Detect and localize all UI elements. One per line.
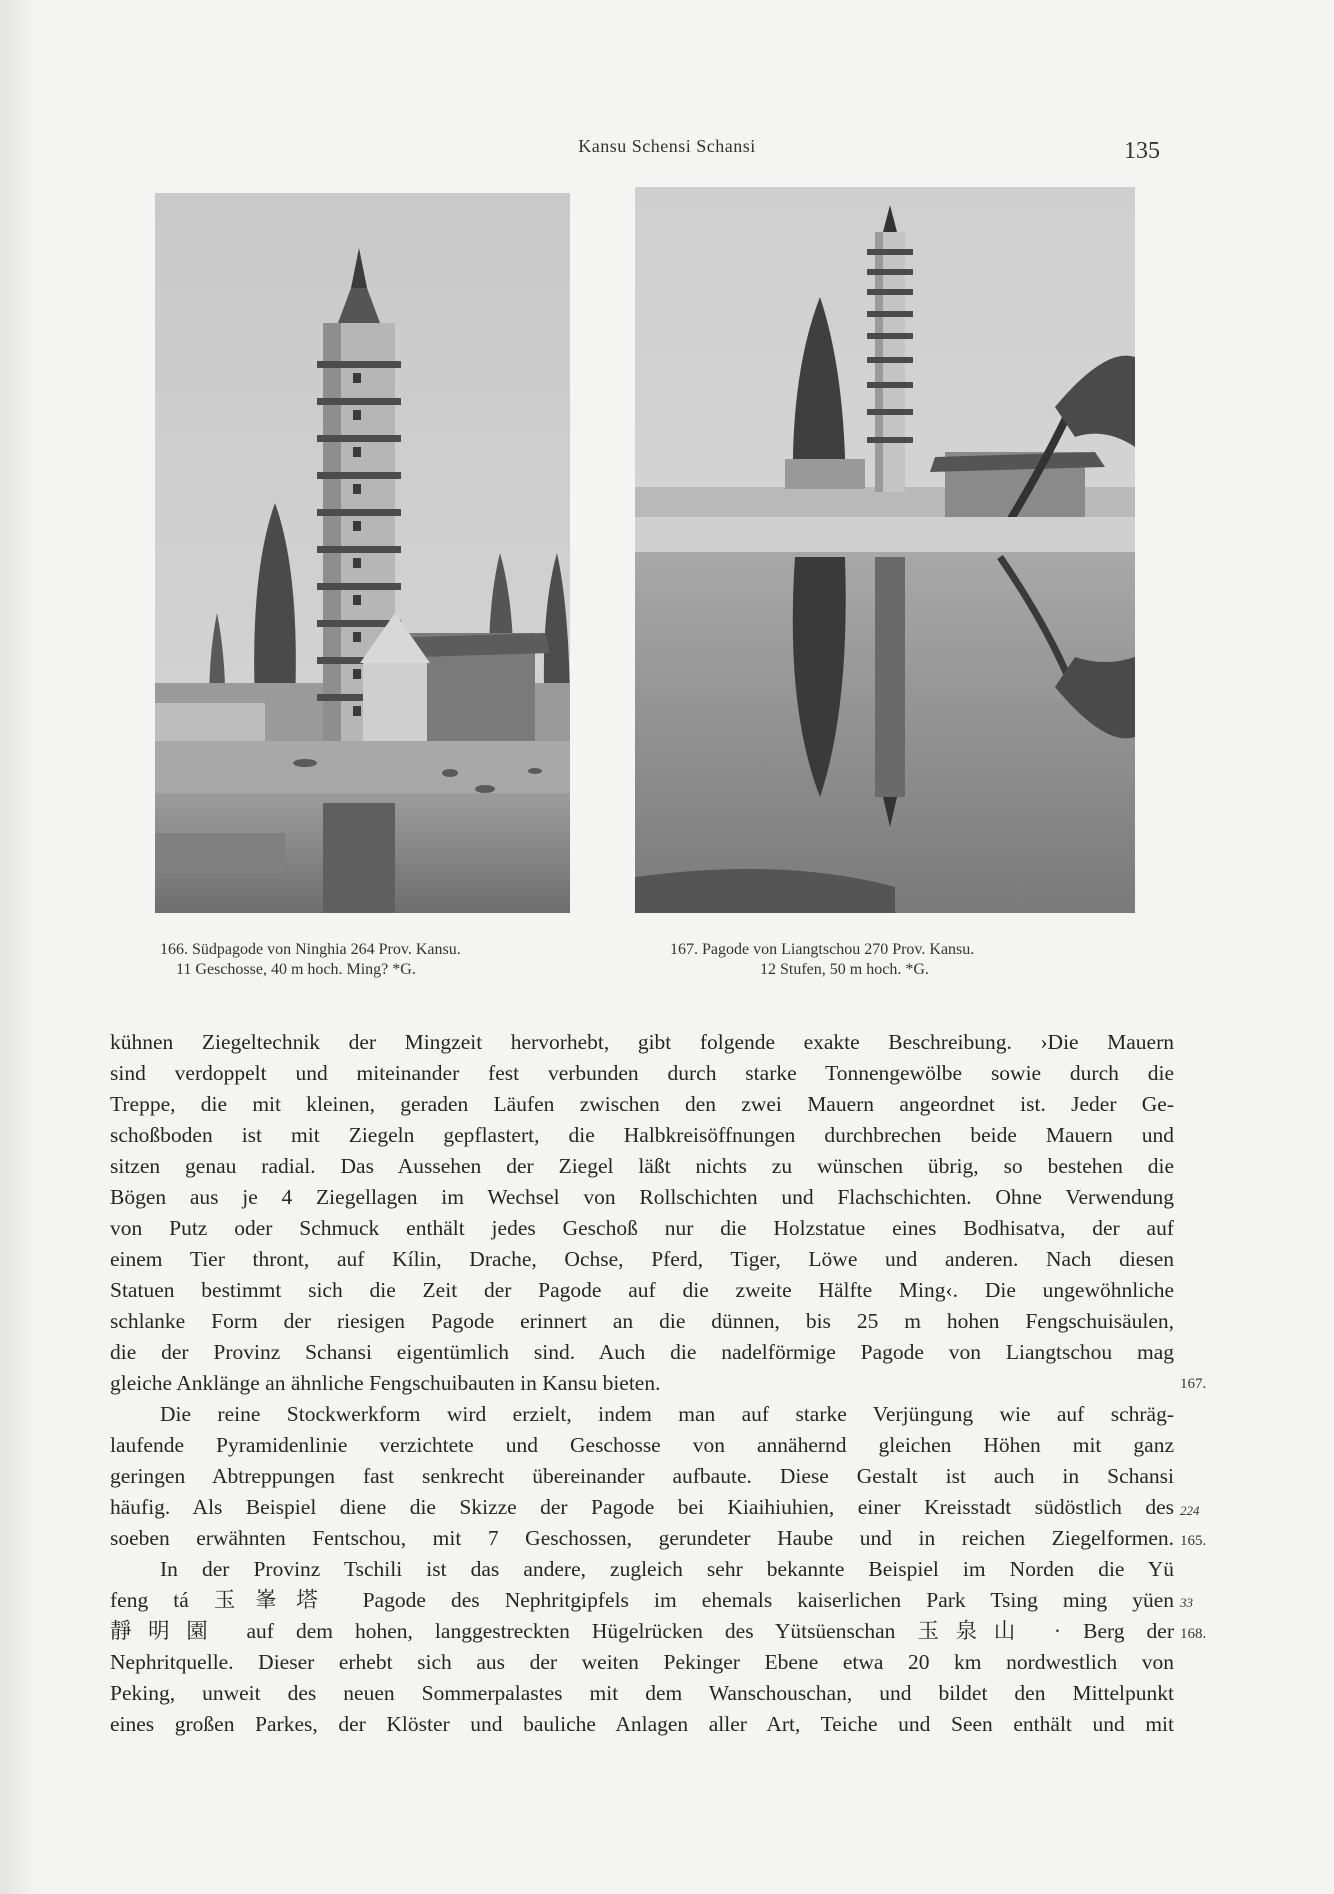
body-line: Treppe, die mit kleinen, geraden Läufen zwischen den zwei Mauern angeordnet ist. Jeder Ge-	[110, 1092, 1174, 1116]
figure-166-caption-line1: 166. Südpagode von Ninghia 264 Prov. Kansu.	[160, 941, 461, 958]
body-line: einem Tier thront, auf Kílin, Drache, Ochse, Pferd, Tiger, Löwe und anderen. Nach diesen	[110, 1247, 1174, 1271]
body-line: häufig. Als Beispiel diene die Skizze der Pagode bei Kiaihiuhien, einer Kreisstadt südöstlich des	[110, 1495, 1174, 1519]
body-line: Bögen aus je 4 Ziegellagen im Wechsel von Rollschichten und Flachschichten. Ohne Verwendung	[110, 1185, 1174, 1209]
body-line: kühnen Ziegeltechnik der Mingzeit hervorhebt, gibt folgende exakte Beschreibung. ›Die Mauern	[110, 1030, 1174, 1054]
figure-167-photo	[635, 187, 1135, 913]
figure-166-caption	[160, 940, 580, 980]
body-line: Statuen bestimmt sich die Zeit der Pagode auf die zweite Hälfte Ming‹. Die ungewöhnliche	[110, 1278, 1174, 1302]
figure-167-caption-line1: 167. Pagode von Liangtschou 270 Prov. Kansu.	[670, 941, 975, 958]
body-line: In der Provinz Tschili ist das andere, zugleich sehr bekannte Beispiel im Norden die Yü	[160, 1557, 1174, 1581]
running-head: Kansu Schensi Schansi	[578, 136, 756, 156]
margin-note-167: 167.	[1180, 1376, 1207, 1392]
figure-167-caption-line2: 12 Stufen, 50 m hoch. *G.	[760, 961, 929, 978]
figure-167-caption	[670, 940, 1110, 980]
body-line: die der Provinz Schansi eigentümlich sind. Auch die nadelförmige Pagode von Liangtschou mag	[110, 1340, 1174, 1364]
body-line: gleiche Anklänge an ähnliche Fengschuibauten in Kansu bieten.	[110, 1371, 661, 1395]
body-line: von Putz oder Schmuck enthält jedes Geschoß nur die Holzstatue eines Bodhisatva, der auf	[110, 1216, 1174, 1240]
body-line: Nephritquelle. Dieser erhebt sich aus der weiten Pekinger Ebene etwa 20 km nordwestlich von	[110, 1650, 1174, 1674]
margin-note-168: 168.	[1180, 1626, 1207, 1642]
body-line: schoßboden ist mit Ziegeln gepflastert, die Halbkreisöffnungen durchbrechen beide Mauern und	[110, 1123, 1174, 1147]
body-line: soeben erwähnten Fentschou, mit 7 Geschossen, gerundeter Haube und in reichen Ziegelformen.	[110, 1526, 1174, 1550]
body-line: Die reine Stockwerkform wird erzielt, indem man auf starke Verjüngung wie auf schräg-	[160, 1402, 1174, 1426]
body-line: sind verdoppelt und miteinander fest verbunden durch starke Tonnengewölbe sowie durch die	[110, 1061, 1174, 1085]
pagoda-ninghia-image	[155, 193, 570, 913]
body-line: geringen Abtreppungen fast senkrecht übereinander aufbaute. Diese Gestalt ist auch in Schansi	[110, 1464, 1174, 1488]
body-line: feng tá 玉峯塔 Pagode des Nephritgipfels im ehemals kaiserlichen Park Tsing ming yüen	[110, 1588, 1174, 1612]
margin-note-224: 224	[1180, 1503, 1200, 1518]
body-line: 靜明園 auf dem hohen, langgestreckten Hügelrücken des Yütsüenschan 玉泉山 · Berg der	[110, 1619, 1174, 1643]
figure-166-caption-line2: 11 Geschosse, 40 m hoch. Ming? *G.	[176, 961, 416, 978]
body-line: laufende Pyramidenlinie verzichtete und Geschosse von annähernd gleichen Höhen mit ganz	[110, 1433, 1174, 1457]
body-line: sitzen genau radial. Das Aussehen der Ziegel läßt nichts zu wünschen übrig, so bestehen die	[110, 1154, 1174, 1178]
margin-note-33: 33	[1180, 1595, 1193, 1610]
body-line: Peking, unweit des neuen Sommerpalastes mit dem Wanschouschan, und bildet den Mittelpunkt	[110, 1681, 1174, 1705]
page-edge-shadow	[0, 0, 40, 1894]
body-line: eines großen Parkes, der Klöster und bauliche Anlagen aller Art, Teiche und Seen enthält und mit	[110, 1712, 1174, 1736]
body-line: schlanke Form der riesigen Pagode erinnert an die dünnen, bis 25 m hohen Fengschuisäulen,	[110, 1309, 1174, 1333]
body-text	[110, 1027, 1174, 1740]
figure-166-photo	[155, 193, 570, 913]
page-number: 135	[1124, 138, 1160, 164]
margin-note-165: 165.	[1180, 1533, 1207, 1549]
pagoda-liangtschou-image	[635, 187, 1135, 913]
